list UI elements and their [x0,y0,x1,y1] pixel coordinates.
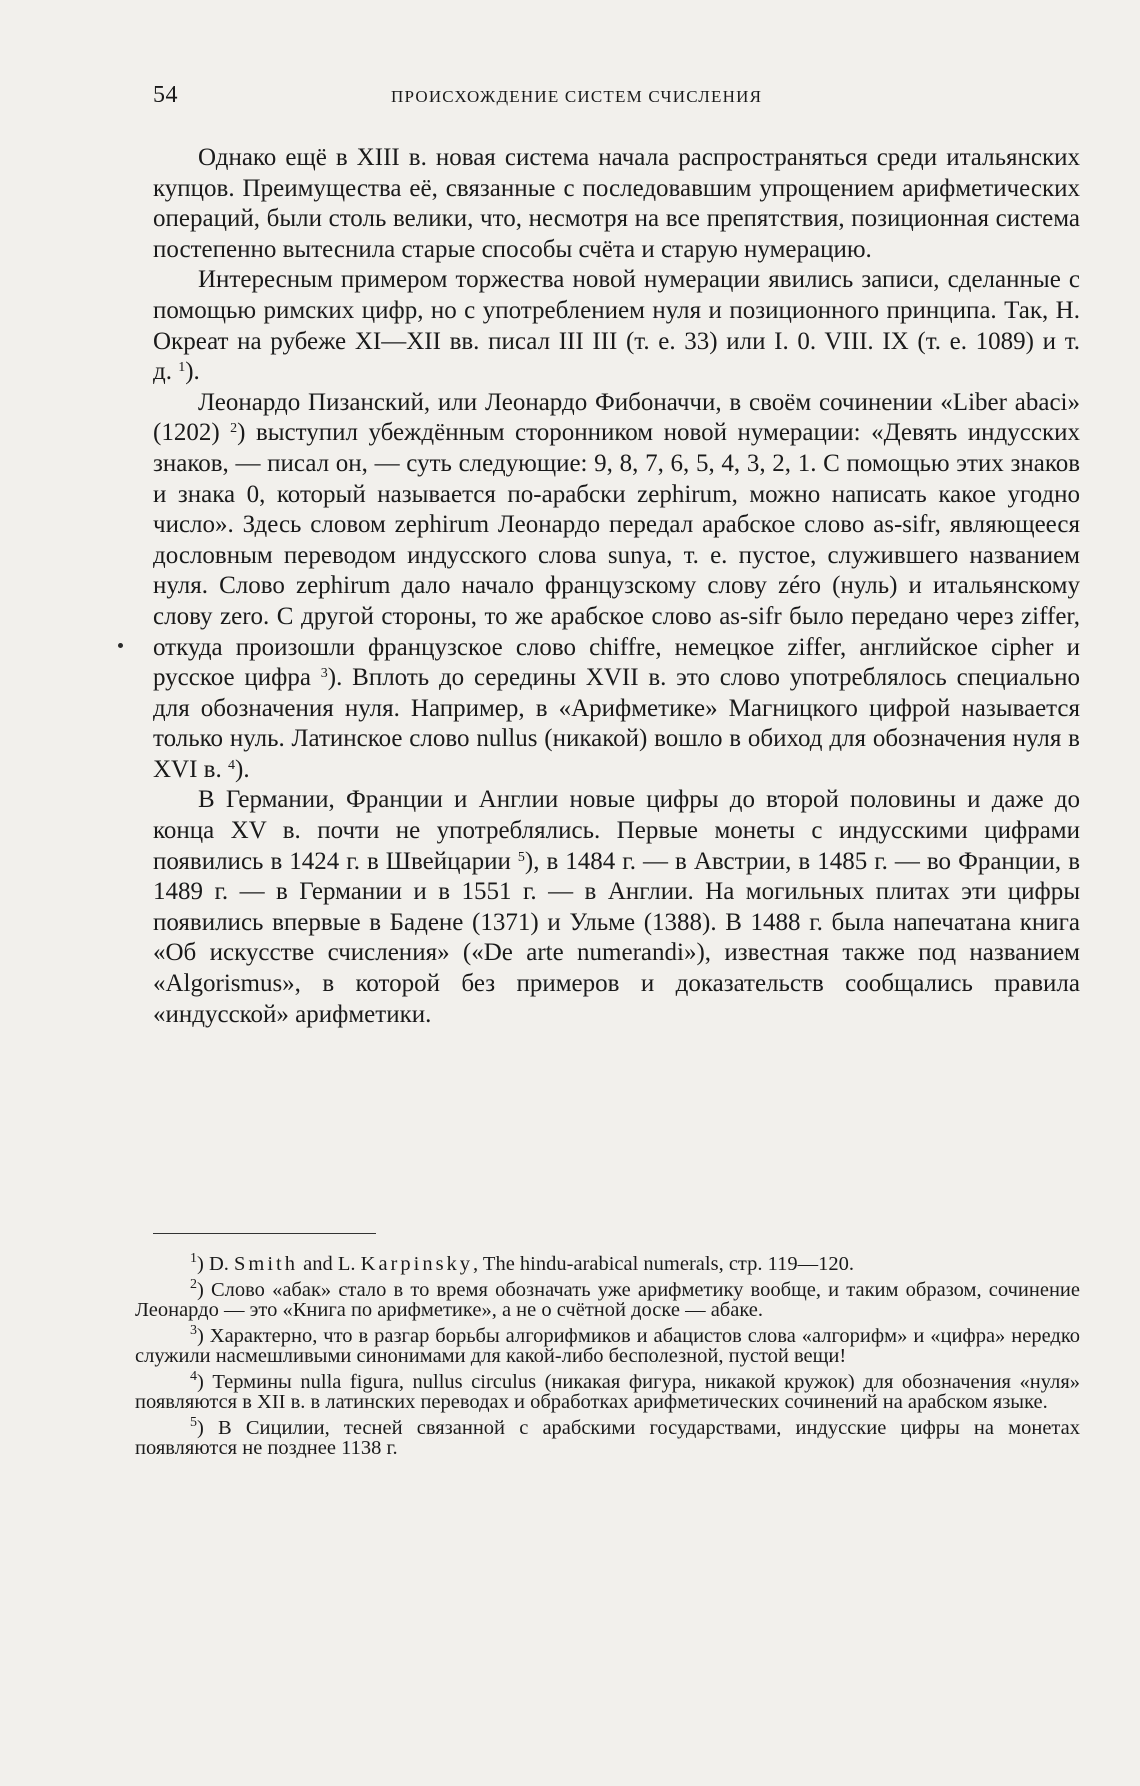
paragraph-4-part-b: ), в 1484 г. — в Австрии, в 1485 г. — во Франции, в 1489 г. — в Германии и в 1551 г. — в Англии. На могильных плитах эти цифры появились впервые в Бадене (1371) и Ульме (1388). В 1488 г. была напечатана книга «Об искусстве счисления» («De arte numerandi»), известная также под названием «Algorismus», в которой без примеров и доказательств сообщались правила «индусской» арифметики. [153,847,1080,1028]
footnote-1: $^1$) D. Smith and L. Karpinsky, The hindu-arabical numerals, стр. 119—120. [190,1251,854,1275]
footnote-ref-5: 5 [517,849,525,865]
footnote-3 [135,1322,1080,1367]
paragraph-3 [153,388,1080,786]
paragraph-2-end: ). [185,358,200,386]
page-header [153,82,1083,112]
footnote-divider [153,1233,376,1234]
paragraph-2-text: Интересным примером торжества новой нумерации явились записи, сделанные с помощью римских цифр, но с употреблением нуля и позиционного принципа. Так, Н. Окреат на рубеже XI—XII вв. писал III III (т. е. 33) или I. 0. VIII. IX (т. е. 1089) и т. д. [153,266,1080,386]
paragraph-4-part-a: В Германии, Франции и Англии новые цифры до второй половины и даже до конца XV в. почти не употреблялись. Первые монеты с индусскими цифрами появились в 1424 г. в Швейцарии [153,786,1080,875]
paragraph-3-part-c: ). Вплоть до середины XVII в. это слово употреблялось специально для обозначения нуля. Например, в «Арифметике» Магницкого цифрой называется только нуль. Латинское слово nullus (никакой) вошло в обиход для обозначения нуля в XVI в. [153,664,1080,783]
footnote-1-author-karpinsky: Karpinsky [360,1253,474,1275]
footnote-3-marker: 3 [190,1322,197,1338]
footnote-5-text: ) В Сицилии, тесней связанной с арабскими государствами, индусские цифры на монетах появляются не позднее 1138 г. [135,1416,1080,1459]
footnote-1-rest: , The hindu-arabical numerals, стр. 119—120. [473,1253,854,1275]
footnote-1-author-smith: Smith [234,1253,299,1275]
page-number: 54 [153,82,178,108]
footnote-ref-3: 3 [320,666,328,682]
main-text [153,143,1080,1030]
paragraph-3-part-b: ) выступил убеждённым сторонником новой нумерации: «Девять индусских знаков, — писал он, — суть следующие: 9, 8, 7, 6, 5, 4, 3, 2, 1. С помощью этих знаков и знака 0, который называется по-арабски zephirum, можно написать какое угодно число». Здесь словом zephirum Леонардо передал арабское слово as-sifr, являющееся дословным переводом индусского слова sunya, т. е. пустое, служившего названием нуля. Слово zephirum дало начало французскому слову zéro (нуль) и итальянскому слову zero. С другой стороны, то же арабское слово as-sifr было передано через ziffer, откуда произошли французское слово chiffre, немецкое ziffer, английское cipher и русское цифра [153,419,1080,692]
footnote-3-text: ) Характерно, что в разгар борьбы алгорифмиков и абацистов слова «алгорифм» и «цифра» нередко служили насмешливыми синонимами для какой-либо бесполезной, пустой вещи! [135,1324,1080,1367]
footnote-4-text: ) Термины nulla figura, nullus circulus (никакая фигура, никакой кружок) для обозначения «нуля» появляются в XII в. в латинских переводах и обработках арифметических сочинений на арабском языке. [135,1370,1080,1413]
paragraph-1: Однако ещё в XIII в. новая система начала распространяться среди итальянских купцов. Преимущества её, связанные с последовавшим упрощением арифметических операций, были столь велики, что, несмотря на все препятствия, позиционная система постепенно вытеснила старые способы счёта и старую нумерацию. [153,144,1080,263]
footnote-ref-2: 2 [230,421,238,437]
footnote-2-marker: 2 [190,1276,197,1292]
paragraph-2 [153,265,1080,387]
footnote-2-text: ) Слово «абак» стало в то время обозначать уже арифметику вообще, и таким образом, сочинение Леонардо — это «Книга по арифметике», а не о счётной доске — абаке. [135,1278,1080,1321]
footnote-1-author-initial: D. [208,1253,235,1275]
paragraph-3-part-a: Леонардо Пизанский, или Леонардо Фибоначчи, в своём сочинении «Liber abaci» (1202) [153,388,1080,447]
footnote-2 [135,1276,1080,1321]
paragraph-4 [153,785,1080,1030]
footnote-4 [135,1368,1080,1413]
footnote-ref-4: 4 [228,757,235,773]
running-title: ПРОИСХОЖДЕНИЕ СИСТЕМ СЧИСЛЕНИЯ [391,87,763,106]
footnote-1-marker: 1 [190,1251,197,1266]
footnote-1-and: and L. [298,1253,361,1275]
footnote-5 [135,1414,1080,1459]
paragraph-3-end: ). [235,755,250,783]
footnote-5-marker: 5 [190,1414,197,1430]
footnote-ref-1: 1 [178,360,186,376]
footnotes [135,1251,1080,1464]
stray-mark [118,643,123,648]
footnote-4-marker: 4 [190,1368,197,1384]
